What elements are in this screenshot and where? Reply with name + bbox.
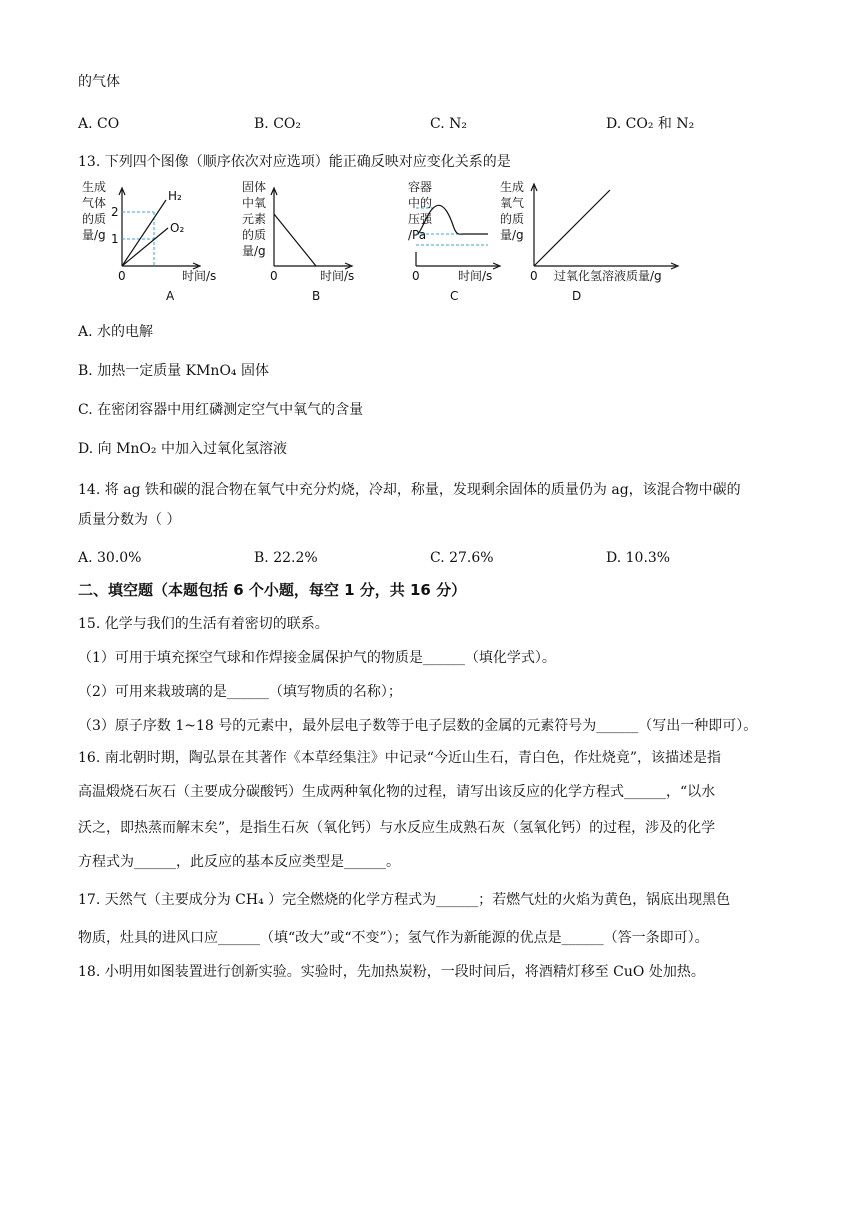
q15-stem: 15. 化学与我们的生活有着密切的联系。 [78,616,329,632]
q18-stem: 18. 小明用如图装置进行创新实验。实验时，先加热炭粉，一段时间后，将酒精灯移至 CuO 处加热。 [78,964,705,980]
graph-b-xlabel: 时间/s [320,269,355,283]
graph-d-xlabel: 过氧化氢溶液质量/g [554,269,662,283]
graph-d-line [534,190,610,266]
q15-part-3: （3）原子序数 1~18 号的元素中，最外层电子数等于电子层数的金属的元素符号为______（写出一种即可）。 [78,718,758,734]
q15-part-2: （2）可用来栽玻璃的是______（填写物质的名称）； [78,684,402,700]
graph-c-ylabel-1: 容器 [408,180,433,194]
graph-c-ylabel-2: 中的 [408,196,433,210]
graph-d-ylabel-3: 的质 [500,212,525,226]
q13-option-b: B. 加热一定质量 KMnO₄ 固体 [78,363,269,379]
q13-option-c: C. 在密闭容器中用红磷测定空气中氧气的含量 [78,402,364,418]
q15-part-1: （1）可用于填充探空气球和作焊接金属保护气的物质是______（填化学式）。 [78,650,556,666]
section-2-heading: 二、填空题（本题包括 6 个小题，每空 1 分，共 16 分） [78,581,467,599]
q13-option-d: D. 向 MnO₂ 中加入过氧化氢溶液 [78,441,287,457]
graph-a-xlabel: 时间/s [182,269,217,283]
graph-b-ylabel-5: 量/g [242,244,266,258]
graph-b-line [274,214,316,266]
q14-option-c: C. 27.6% [430,550,494,566]
graph-c-ylabel-3: 压强 [408,212,433,226]
graph-a-origin: 0 [118,269,126,283]
graph-b-origin: 0 [270,269,278,283]
graph-a-ylabel-3: 的质 [82,212,107,226]
graph-a-o2-label: O₂ [170,221,185,235]
q17-line-1: 17. 天然气（主要成分为 CH₄ ）完全燃烧的化学方程式为______；若燃气灶的火焰为黄色，锅底出现黑色 [78,892,731,908]
graph-a [78,176,218,306]
graph-d-ylabel-2: 氧气 [500,196,525,210]
graph-c-origin: 0 [412,269,420,283]
graph-a-h2-label: H₂ [168,189,182,203]
graph-a-ylabel-2: 气体 [82,196,107,210]
graph-c-caption: C [450,289,459,303]
graph-d-ylabel-1: 生成 [500,180,525,194]
graph-a-h2-line [122,200,166,266]
graph-a-ylabel-4: 量/g [82,228,106,242]
graph-b-ylabel-3: 元素 [242,212,267,226]
q14-option-b: B. 22.2% [254,550,318,566]
q16-line-2: 高温煅烧石灰石（主要成分碳酸钙）生成两种氧化物的过程，请写出该反应的化学方程式______，“以水 [78,784,716,800]
q14-line-1: 14. 将 ag 铁和碳的混合物在氧气中充分灼烧，冷却，称量，发现剩余固体的质量仍为 ag，该混合物中碳的 [78,482,741,498]
graph-b-caption: B [312,289,321,303]
q12-option-a: A. CO [78,116,120,132]
graph-b-ylabel-2: 中氧 [242,196,267,210]
q16-line-3: 沃之，即热蒸而解末矣”，是指生石灰（氧化钙）与水反应生成熟石灰（氢氧化钙）的过程，涉及的化学 [78,820,716,836]
q14-option-d: D. 10.3% [606,550,671,566]
graph-a-ylabel-1: 生成 [82,180,107,194]
q12-option-b: B. CO₂ [254,116,301,132]
q16-line-1: 16. 南北朝时期，陶弘景在其著作《本草经集注》中记录“今近山生石，青白色，作灶烧竟”，该描述是指 [78,750,722,766]
graph-b-ylabel-1: 固体 [242,180,267,194]
q14-line-2: 质量分数为（ ） [78,512,181,528]
graph-c-xlabel: 时间/s [458,269,493,283]
graph-a-tick-1: 1 [111,232,119,246]
graph-d [498,176,688,306]
graph-d-caption: D [572,289,582,303]
graph-c-ylabel-4: /Pa [408,228,427,242]
graph-d-ylabel-4: 量/g [500,228,524,242]
graph-a-caption: A [166,289,175,303]
graph-a-tick-2: 2 [111,205,119,219]
graph-a-o2-line [122,228,168,266]
q12-option-d: D. CO₂ 和 N₂ [606,116,695,132]
q13-option-a: A. 水的电解 [78,324,154,340]
graph-b [240,176,370,306]
q17-line-2: 物质，灶具的进风口应______（填“改大”或“不变”）；氢气作为新能源的优点是______（答一条即可）。 [78,930,709,946]
q12-option-c: C. N₂ [430,116,467,132]
prev-question-tail: 的气体 [78,74,120,90]
graph-d-origin: 0 [530,269,538,283]
q13-stem: 13. 下列四个图像（顺序依次对应选项）能正确反映对应变化关系的是 [78,154,511,170]
q14-option-a: A. 30.0% [78,550,142,566]
graph-b-ylabel-4: 的质 [242,228,267,242]
q16-line-4: 方程式为______，此反应的基本反应类型是______。 [78,854,400,870]
